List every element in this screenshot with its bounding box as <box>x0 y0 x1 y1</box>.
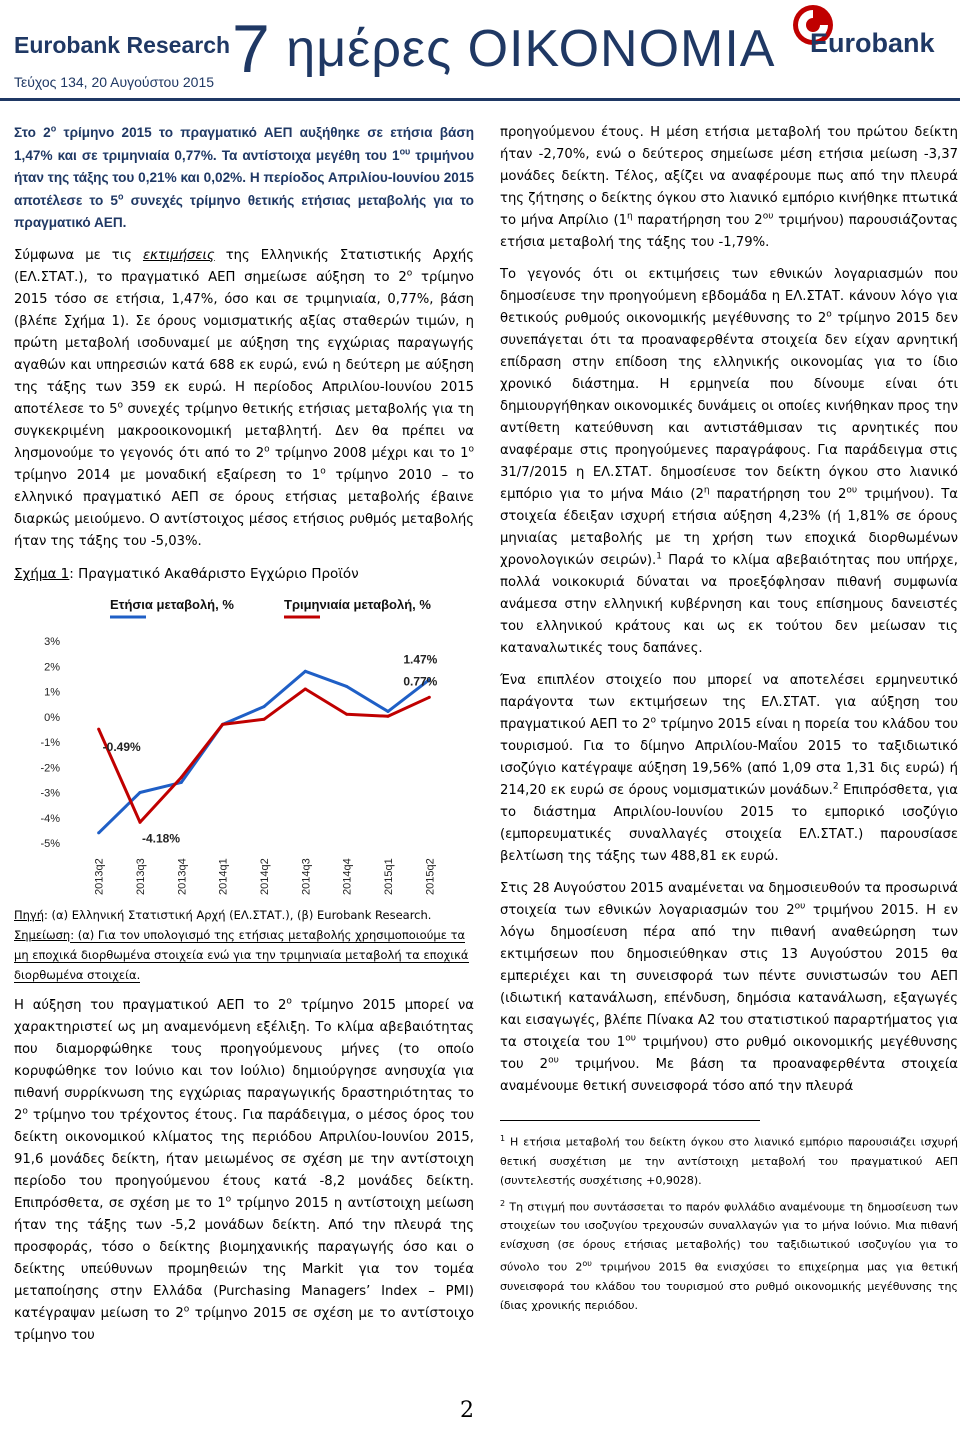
gdp-chart-svg <box>14 585 474 897</box>
masthead <box>232 4 776 87</box>
x-tick-label: 2015q2 <box>424 857 437 895</box>
right-paragraph-1: προηγούμενου έτους. Η μέση ετήσια μεταβολή του πρώτου δείκτη ήταν -2,70%, ενώ ο δεύτερος σημείωσε μέση ετήσια μείωση -3,37 μονάδες δείκτη. Τέλος, αξίζει να αναφέρουμε πως από την πλευρά της ζήτησης ο δείκτης όγκου στο λιανικό εμπόριο κινήθηκε πτωτικά το μήνα Απρίλιο ($1^\eta$ παρατήρηση του $2^{o\upsilon}$ τριμήνου) παρουσιάζοντας ετήσια μεταβολή της τάξης του -1,79%. <box>500 125 959 250</box>
legend-annual: Ετήσια μεταβολή, % <box>110 596 234 612</box>
x-tick-label: 2014q4 <box>341 857 354 895</box>
data-point <box>139 791 142 794</box>
data-point <box>263 705 266 708</box>
x-tick-label: 2014q1 <box>217 857 230 895</box>
x-tick-label: 2014q3 <box>300 857 313 895</box>
note-line: Σημείωση: (α) Για τον υπολογισμό της ετήσιας μεταβολής χρησιμοποιούμε τα μη εποχικά διορθωμένα στοιχεία ενώ για την τριμηνιαία μεταβολή τα εποχικά διορθωμένα στοιχεία. <box>14 927 469 982</box>
data-point <box>221 722 224 725</box>
left-column <box>14 122 474 1357</box>
data-point <box>180 780 183 783</box>
legend-quarterly: Τριμηνιαία μεταβολή, % <box>284 596 431 612</box>
masthead-text: ημέρες ΟΙΚΟΝΟΜΙΑ <box>286 20 776 78</box>
data-point <box>97 727 100 730</box>
page-number: 2 <box>460 1398 474 1423</box>
header <box>0 0 960 112</box>
logo-text: Eurobank <box>810 28 935 58</box>
brand-name: Eurobank Research <box>14 32 231 58</box>
right-paragraph-3: Ένα επιπλέον στοιχείο που μπορεί να αποτελέσει ερμηνευτικό παράγοντα των εκτιμήσεων της ΕΛ.ΣΤΑΤ. για αύξηση του πραγματικού ΑΕΠ το $2^o$ τρίμηνο 2015 είναι η πορεία του κλάδου του τουρισμού. Για το δίμηνο Απριλίου-Μαΐου 2015 το ταξιδιωτικό ισοζύγιο κατέγραψε αύξηση 19,56% (από 1,09 στα 1,31 δις ευρώ) ή 214,20 εκ ευρώ σε όρους νομισματικών μονάδων.$^2$ Επιπρόσθετα, για το διάστημα Απριλίου-Ιουνίου 2015 το εμπορικό ισοζύγιο (εμπορευματικές συναλλαγές στοιχεία ΕΛ.ΣΤΑΤ.) παρουσίασε βελτίωση της τάξης των 488,81 εκ ευρώ. <box>500 673 958 864</box>
right-column <box>500 122 958 1319</box>
x-tick-label: 2015q1 <box>383 857 395 895</box>
issue-line: Τεύχος 134, 20 Αυγούστου 2015 <box>14 74 215 90</box>
x-tick-label: 2013q4 <box>176 857 189 895</box>
y-tick-label: -5% <box>40 837 60 850</box>
data-point <box>428 695 431 698</box>
quarterly-change-line <box>99 688 430 821</box>
y-tick-label: 2% <box>44 660 60 673</box>
y-tick-label: -4% <box>40 812 60 825</box>
body-paragraph-2: Η αύξηση του πραγματικού ΑΕΠ το $2^o$ τρίμηνο 2015 μπορεί να χαρακτηριστεί ως μη αναμενόμενη εξέλιξη. Το κλίμα αβεβαιότητας που διαμορφώθηκε τους προηγούμενους μήνες (το οποίο κορυφώθηκε τον Ιούνιο και τον Ιούλιο) δημιούργησε ανησυχία για πιθανή συρρίκνωση της εγχώριας παραγωγικής δραστηριότητας το $2^o$ τρίμηνο του τρέχοντος έτους. Για παράδειγμα, ο μέσος όρος του δείκτη οικονομικού κλίματος της περιόδου Απριλίου-Ιουνίου 2015, 91,6 μονάδες δείκτη, ήταν μειωμένος σε σχέση με την αντίστοιχη περίοδο του προηγούμενου έτους κατά -8,2 μονάδες δείκτη. Επιπρόσθετα, σε σχέση με το $1^o$ τρίμηνο 2015 η αντίστοιχη μείωση ήταν της τάξης των -5,2 μονάδων δείκτη. Από την πλευρά της προσφοράς, τόσο ο δείκτης βιομηχανικής παραγωγής όσο και ο δείκτης υπεύθυνων προμηθειών της Markit για τον τομέα μεταποίησης στην Ελλάδα (Purchasing Managers’ Index – PMI) κατέγραψαν μείωση το $2^o$ τρίμηνο 2015 σε σχέση με το αντίστοιχο τρίμηνο του <box>14 996 475 1343</box>
footnote-2: $^2$ Τη στιγμή που συντάσσεται το παρόν φυλλάδιο αναμένουμε τη δημοσίευση των στοιχείων του ισοζυγίου τρεχουσών συναλλαγών για το μήνα Ιούνιο. Μια πιθανή ενίσχυση (σε όρους ετήσιας μεταβολής) του ταξιδιωτικού ισοζυγίου για το σύνολο του $2^{o\upsilon}$ τριμήνου 2015 θα ενισχύσει το επιχείρημα μας για θετική συνεισφορά του κλάδου του τουρισμού στο ρυθμό οικονομικής μεγέθυνσης της ίδιας χρονικής περιόδου. <box>500 1198 958 1312</box>
source-line: Πηγή: (α) Ελληνική Στατιστική Αρχή (ΕΛ.ΣΤΑΤ.), (β) Eurobank Research. <box>14 907 432 922</box>
footnote-rule <box>500 1120 760 1121</box>
data-point <box>263 717 266 720</box>
y-tick-label: 1% <box>44 686 60 698</box>
eurobank-logo <box>786 4 956 70</box>
right-paragraph-2: Το γεγονός ότι οι εκτιμήσεις των εθνικών λογαριασμών που δημοσίευσε την προηγούμενη εβδομάδα η ΕΛ.ΣΤΑΤ. κάνουν λόγο για θετικούς ρυθμούς οικονομικής μεγέθυνσης το $2^o$ τρίμηνο 2015 δεν συνεπάγεται ότι τα προαναφερθέντα στοιχεία δεν είχαν αρνητική επίδραση στην επίδοση της ελληνικής οικονομίας για το ίδιο χρονικό διάστημα. Η ερμηνεία που δίνουμε είναι ότι δημιουργήθηκαν οικονομικές δυνάμεις οι οποίες κινήθηκαν προς την αντίθετη κατεύθυνση και αντιστάθμισαν τις αρνητικές που αναφέραμε στις προηγούμενες παραγράφους. Για παράδειγμα στις 31/7/2015 η ΕΛ.ΣΤΑΤ. δημοσίευσε τον δείκτη όγκου στο λιανικό εμπόριο για το μήνα Μάιο ($2^\eta$ παρατήρηση του $2^{o\upsilon}$ τριμήνου). Τα στοιχεία έδειξαν ισχυρή ετήσια αύξηση 4,23% (ή 1,81% σε όρους μηνιαίας μεταβολής με τη χρήση των εποχικά διορθωμένων χρονολογικών σειρών).$^1$ Παρά το κλίμα αβεβαιότητας που υπήρχε, πολλά νοικοκυριά δύναται να προεξόφλησαν πιθανή συμφωνία ανάμεσα στην ελληνική κυβέρνηση και τους επίσημους δανειστές του ελληνικού κράτους και ως εκ τούτου δεν μείωσαν τις καταναλωτικές τους δαπάνες. <box>500 267 958 656</box>
data-point <box>180 775 183 778</box>
data-point <box>387 709 390 712</box>
data-label: 1.47% <box>403 652 438 667</box>
data-point <box>345 684 348 687</box>
right-paragraph-4: Στις 28 Αυγούστου 2015 αναμένεται να δημοσιευθούν τα προσωρινά στοιχεία των εθνικών λογαριασμών του $2^{o\upsilon}$ τριμήνου 2015. Η εν λόγω δημοσίευση πέρα από την πιθανή αναθεώρηση των εκτιμήσεων που δημοσιεύθηκαν στις 13 Αυγούστου 2015 θα εμπεριέχει και τη συνεισφορά των πέντε συνιστωσών του ΑΕΠ (ιδιωτική κατανάλωση, επένδυση, δημόσια κατανάλωση, εξαγωγές και εισαγωγές, βλέπε Πίνακα Α2 του στατιστικού παραρτήματος για τα στοιχεία του $1^{o\upsilon}$ τριμήνου) στο ρυθμό οικονομικής μεγέθυνσης του $2^{o\upsilon}$ τριμήνου. Με βάση τα προαναφερθέντα στοιχεία αναμένουμε θετική συνεισφορά τόσο από την πλευρά <box>500 881 959 1094</box>
masthead-number: 7 <box>232 11 271 87</box>
data-point <box>387 714 390 717</box>
figure-notes <box>14 905 474 985</box>
data-label: -0.49% <box>102 739 141 754</box>
data-point <box>345 712 348 715</box>
data-point <box>304 687 307 690</box>
footnote-1: $^1$ Η ετήσια μεταβολή του δείκτη όγκου στο λιανικό εμπόριο παρουσιάζει ισχυρή θετική συσχέτιση με την αντίστοιχη μεταβολή του πραγματικού ΑΕΠ (συντελεστής συσχέτισης +0,9028). <box>500 1134 958 1187</box>
estimates-link[interactable]: εκτιμήσεις <box>142 247 215 263</box>
y-tick-label: -1% <box>40 736 60 749</box>
x-tick-label: 2013q3 <box>135 857 147 895</box>
data-point <box>139 820 142 823</box>
lead-paragraph: Στο $2^o$ τρίμηνο 2015 το πραγματικό ΑΕΠ αυξήθηκε σε ετήσια βάση 1,47% και σε τριμηνιαία 0,77%. Τα αντίστοιχα μεγέθη του $1^{o\upsilon}$ τριμήνου ήταν της τάξης του 0,21% και 0,02%. Η περίοδος Απριλίου-Ιουνίου 2015 αποτέλεσε το $5^o$ συνεχές τρίμηνο θετικής ετήσιας μεταβολής για το πραγματικό ΑΕΠ. <box>14 123 474 230</box>
x-tick-label: 2014q2 <box>259 857 271 895</box>
data-point <box>304 669 307 672</box>
header-rule <box>0 98 960 101</box>
y-tick-label: -2% <box>40 761 60 774</box>
y-tick-label: -3% <box>40 787 60 799</box>
y-tick-label: 0% <box>44 711 60 724</box>
y-tick-label: 3% <box>44 635 60 648</box>
gdp-chart <box>14 585 474 897</box>
data-point <box>97 831 100 834</box>
body-paragraph-1: Σύμφωνα με τις εκτιμήσεις της Ελληνικής Στατιστικής Αρχής (ΕΛ.ΣΤΑΤ.), το πραγματικό ΑΕΠ σημείωσε αύξηση το $2^o$ τρίμηνο 2015 τόσο σε ετήσια, 1,47%, όσο και σε τριμηνιαία, 0,77%, βάση (βλέπε Σχήμα 1). Σε όρους νομισματικής αξίας σταθερών τιμών, η πρώτη μεταβολή ισοδυναμεί με αύξηση της εγχώριας παραγωγής αγαθών και υπηρεσιών κατά 688 εκ ευρώ, ενώ η δεύτερη με αύξηση της τάξης των 359 εκ ευρώ. Η περίοδος Απριλίου-Ιουνίου 2015 αποτέλεσε το $5^o$ συνεχές τρίμηνο θετικής ετήσιας μεταβολής για τη συγκεκριμένη μακροοικονομική μεταβλητή. Δεν θα πρέπει να λησμονούμε το γεγονός ότι από το $2^o$ τρίμηνο 2008 μέχρι και το $1^o$ τρίμηνο 2014 με μοναδική εξαίρεση το $1^o$ τρίμηνο 2010 – το ελληνικό πραγματικό ΑΕΠ σε όρους ετήσιας μεταβολής έβαινε διαρκώς μειούμενο. Ο αντίστοιχος μέσος ετήσιος ρυθμός μεταβολής ήταν της τάξης του -5,03%. <box>14 247 474 549</box>
data-label: -4.18% <box>142 830 181 845</box>
data-label: 0.77% <box>403 673 438 688</box>
figure-title: Σχήμα 1: Πραγματικό Ακαθάριστο Εγχώριο Προϊόν <box>14 565 359 582</box>
x-tick-label: 2013q2 <box>93 857 106 895</box>
annual-change-line <box>99 671 430 833</box>
